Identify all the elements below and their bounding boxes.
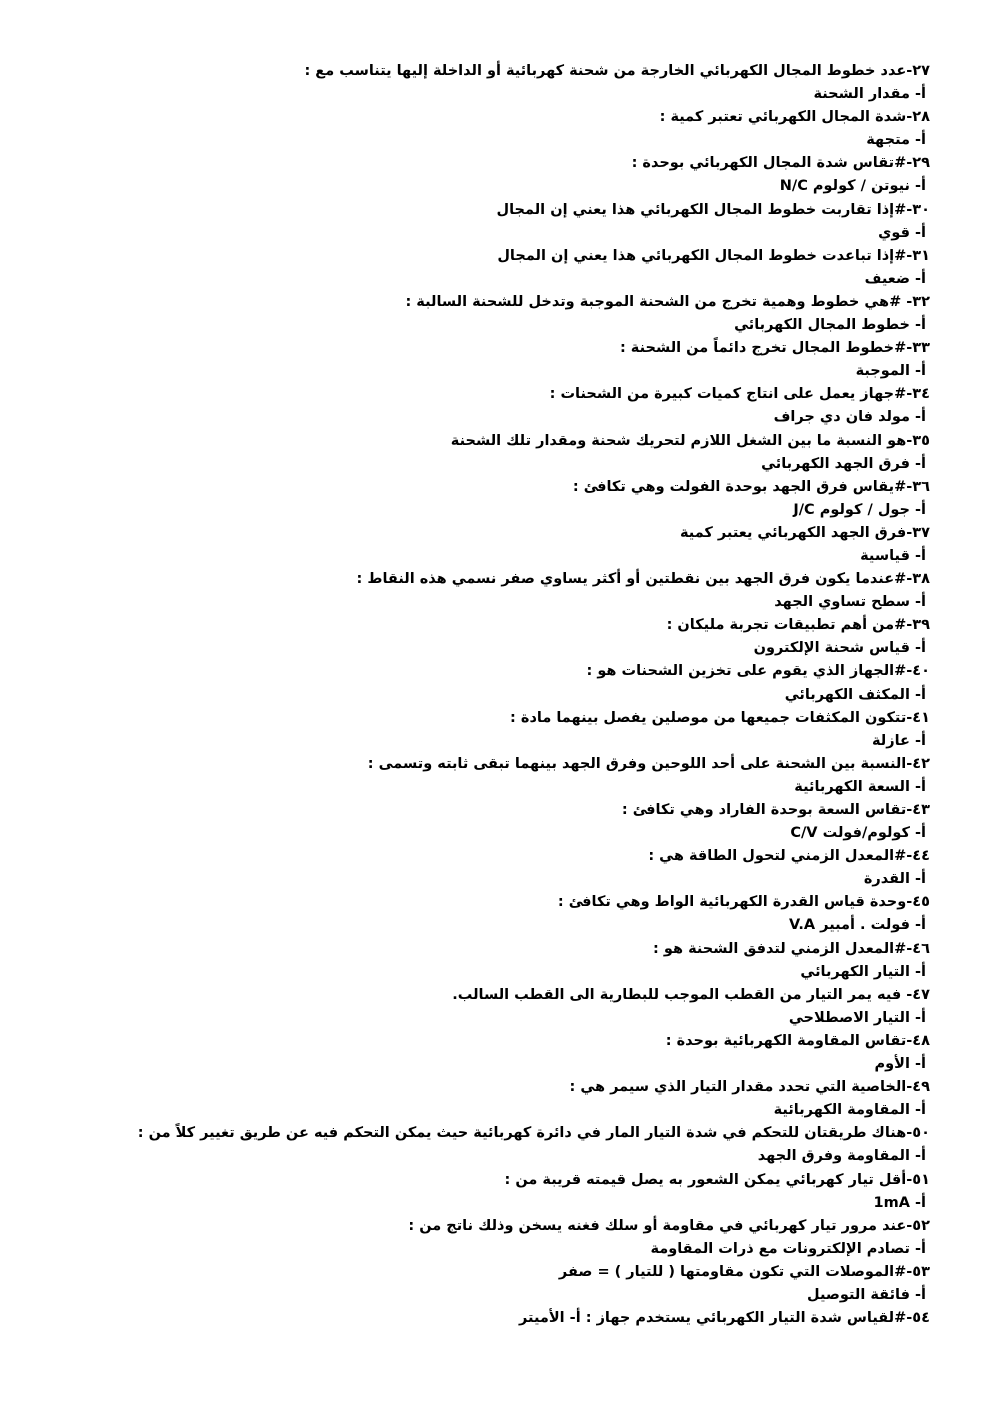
question-line: ٥٠-هناك طريقتان للتحكم في شدة التيار المار في دائرة كهربائية حيث يمكن التحكم فيه عن طريق تغيير كلاً من : — [137, 1125, 930, 1142]
question-line: ٥١-أقل تيار كهربائي يمكن الشعور به يصل قيمته قريبة من : — [504, 1171, 930, 1188]
answer-line: أ- السعة الكهربائية — [794, 778, 926, 795]
answer-line: أ- متجهة — [866, 132, 926, 149]
question-line: ٣٢- #هي خطوط وهمية تخرج من الشحنة الموجبة وتدخل للشحنة السالبة : — [405, 293, 930, 310]
question-line: ٤٤-#المعدل الزمني لتحول الطاقة هي : — [648, 848, 930, 865]
answer-line: أ- التيار الكهربائي — [800, 963, 926, 980]
answer-line: أ- فرق الجهد الكهربائي — [761, 455, 926, 472]
question-list — [137, 60, 930, 1330]
answer-line: أ- فولت . أمبير V.A — [789, 917, 926, 934]
question-line: ٣٣-#خطوط المجال تخرج دائماً من الشحنة : — [619, 340, 930, 357]
question-line: ٤٩-الخاصية التي تحدد مقدار التيار الذي سيمر هي : — [569, 1079, 930, 1096]
answer-line: أ- جول / كولوم J/C — [793, 501, 926, 518]
question-line: ٣١-#إذا تباعدت خطوط المجال الكهربائي هذا يعني إن المجال — [497, 247, 930, 264]
answer-line: أ- قياسية — [860, 547, 926, 564]
question-line: ٢٨-شدة المجال الكهربائي تعتبر كمية : — [659, 109, 930, 126]
question-line: ٣٧-فرق الجهد الكهربائي يعتبر كمية — [679, 524, 930, 541]
answer-line: أ- الموجبة — [855, 363, 926, 380]
answer-line: أ- كولوم/فولت C/V — [790, 825, 926, 842]
answer-line: أ- ضعيف — [864, 270, 926, 287]
answer-line: أ- المقاومة الكهربائية — [773, 1102, 926, 1119]
answer-line: أ- قياس شحنة الإلكترون — [753, 640, 926, 657]
answer-line: أ- 1mA — [873, 1194, 926, 1211]
answer-line: أ- فائقة التوصيل — [807, 1286, 926, 1303]
question-line: ٤٠-#الجهاز الذي يقوم على تخزين الشحنات هو : — [586, 663, 930, 680]
answer-line: أ- المكثف الكهربائي — [784, 686, 926, 703]
question-line: ٤٨-تقاس المقاومة الكهربائية بوحدة : — [665, 1032, 930, 1049]
answer-line: أ- عازلة — [872, 732, 926, 749]
question-line: ٥٤-#لقياس شدة التيار الكهربائي يستخدم جهاز : أ- الأميتر — [519, 1310, 930, 1327]
answer-line: أ- تصادم الإلكترونات مع ذرات المقاومة — [650, 1240, 926, 1257]
question-line: ٤٣-تقاس السعة بوحدة الفاراد وهي تكافئ : — [621, 802, 930, 818]
question-line: ٤١-تتكون المكثفات جميعها من موصلين يفصل بينهما مادة : — [510, 709, 930, 726]
answer-line: أ- قوي — [878, 224, 926, 241]
question-line: ٤٢-النسبة بين الشحنة على أحد اللوحين وفرق الجهد بينهما تبقى ثابته وتسمى : — [367, 755, 930, 772]
question-line: ٣٨-#عندما يكون فرق الجهد بين نقطتين أو أكثر يساوي صفر نسمي هذه النقاط : — [356, 571, 930, 588]
question-line: ٣٥-هو النسبة ما بين الشغل اللازم لتحريك شحنة ومقدار تلك الشحنة — [450, 432, 930, 449]
question-line: ٥٣-#الموصلات التي تكون مقاومتها ( للتيار ) = صفر — [558, 1263, 930, 1280]
question-line: ٥٢-عند مرور تيار كهربائي في مقاومة أو سلك فغنه يسخن وذلك ناتج من : — [408, 1217, 930, 1234]
answer-line: أ- خطوط المجال الكهربائي — [734, 317, 926, 334]
question-line: ٢٧-عدد خطوط المجال الكهربائي الخارجة من شحنة كهربائية أو الداخلة إليها يتناسب مع : — [304, 63, 930, 79]
question-line: ٢٩-#تقاس شدة المجال الكهربائي بوحدة : — [631, 155, 930, 172]
answer-line: أ- القدرة — [863, 871, 926, 888]
answer-line: أ- الأوم — [874, 1056, 926, 1073]
answer-line: أ- مولد فان دي جراف — [773, 409, 926, 426]
question-line: ٤٥-وحدة قياس القدرة الكهربائية الواط وهي تكافئ : — [557, 894, 930, 911]
question-line: ٣٩-#من أهم تطبيقات تجربة مليكان : — [666, 617, 930, 634]
question-line: ٤٧- فيه يمر التيار من القطب الموجب للبطارية الى القطب السالب. — [452, 986, 930, 1003]
question-line: ٣٦-#يقاس فرق الجهد بوحدة الفولت وهي تكافئ : — [572, 478, 930, 495]
answer-line: أ- نيوتن / كولوم N/C — [779, 178, 926, 195]
question-line: ٣٠-#إذا تقاربت خطوط المجال الكهربائي هذا يعني إن المجال — [496, 201, 930, 218]
answer-line: أ- المقاومة وفرق الجهد — [757, 1148, 926, 1165]
answer-line: أ- التيار الاصطلاحي — [788, 1009, 926, 1026]
question-line: ٤٦-#المعدل الزمني لتدفق الشحنة هو : — [653, 940, 930, 957]
answer-line: أ- مقدار الشحنة — [813, 86, 926, 103]
question-line: ٣٤-#جهاز يعمل على انتاج كميات كبيرة من الشحنات : — [549, 386, 930, 403]
answer-line: أ- سطح تساوي الجهد — [774, 594, 926, 611]
